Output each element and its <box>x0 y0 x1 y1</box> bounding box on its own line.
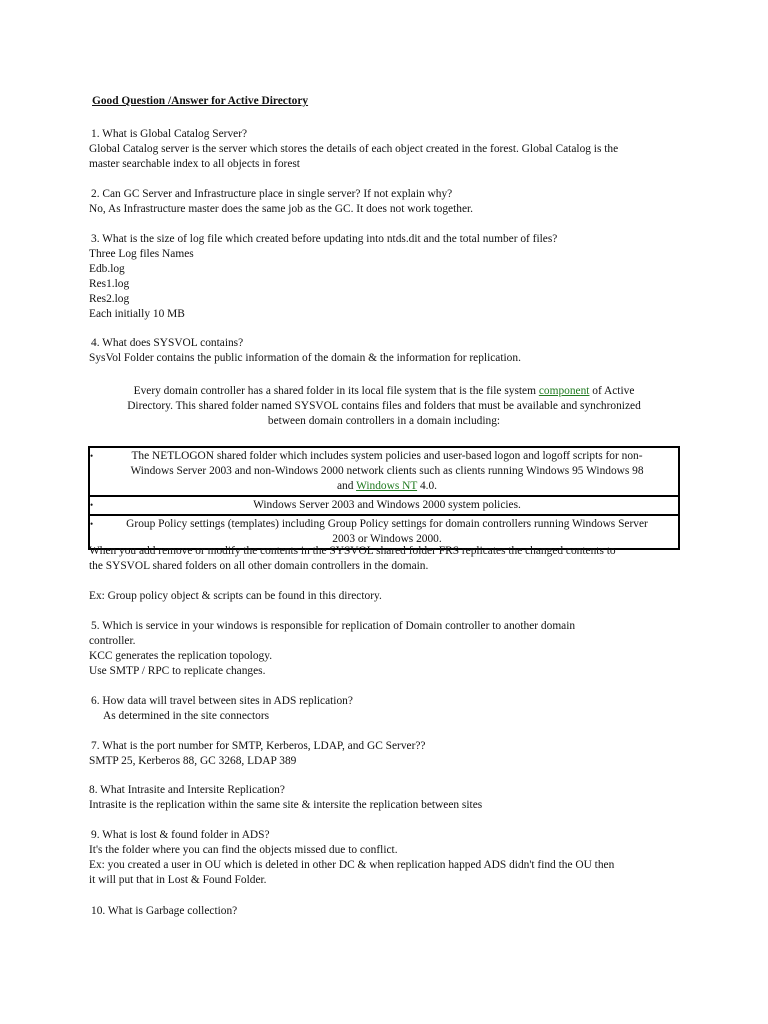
question-6-block <box>89 694 689 724</box>
answer-5-line-1: KCC generates the replication topology. <box>89 650 273 662</box>
bullet-2-line: Windows Server 2003 and Windows 2000 system policies. <box>253 499 521 511</box>
question-2-block <box>89 187 689 217</box>
sysvol-after-block <box>89 544 689 574</box>
answer-3-line: Three Log files Names <box>89 248 194 260</box>
bullet-row <box>89 447 679 496</box>
question-3-block <box>89 232 689 322</box>
answer-8: Intrasite is the replication within the same site & intersite the replication between sites <box>89 799 483 811</box>
windows-nt-link[interactable]: Windows NT <box>356 480 418 492</box>
bullet-1-line-1: The NETLOGON shared folder which includes system policies and user-based logon and logoff scripts for non- <box>131 450 643 462</box>
bullet-cell <box>89 496 679 515</box>
bullet-3-line-2: 2003 or Windows 2000. <box>332 533 442 545</box>
answer-2: No, As Infrastructure master does the same job as the GC. It does not work together. <box>89 203 474 215</box>
answer-6: As determined in the site connectors <box>103 710 270 722</box>
sysvol-after-line-2: the SYSVOL shared folders on all other domain controllers in the domain. <box>89 560 429 572</box>
bullet-row <box>89 496 679 515</box>
bullet-icon: • <box>90 500 94 510</box>
question-10-block <box>89 904 689 919</box>
bullet-text: 4.0. <box>417 480 438 492</box>
sysvol-text: Every domain controller has a shared folder in its local file system that is the file system <box>133 385 539 397</box>
sysvol-paragraph-line-2: Directory. This shared folder named SYSVOL contains files and folders that must be available and synchronized <box>127 400 641 412</box>
bullet-cell <box>89 447 679 496</box>
question-8-block <box>89 783 689 813</box>
component-link[interactable]: component <box>538 385 590 397</box>
answer-1-line-2: master searchable index to all objects in forest <box>89 158 300 170</box>
sysvol-bullet-table <box>88 446 680 550</box>
question-1: 1. What is Global Catalog Server? <box>91 128 248 140</box>
answer-9-line-3: it will put that in Lost & Found Folder. <box>89 874 267 886</box>
question-5-block <box>89 619 689 679</box>
question-3: 3. What is the size of log file which created before updating into ntds.dit and the total number of files? <box>91 233 558 245</box>
question-4: 4. What does SYSVOL contains? <box>91 337 244 349</box>
sysvol-example <box>89 589 689 604</box>
answer-7: SMTP 25, Kerberos 88, GC 3268, LDAP 389 <box>89 755 297 767</box>
bullet-1-line-2: Windows Server 2003 and non-Windows 2000 network clients such as clients running Windows 95 Windows 98 <box>130 465 644 477</box>
document-title: Good Question /Answer for Active Directory <box>92 95 309 107</box>
question-5-line-2: controller. <box>89 635 136 647</box>
question-1-block <box>89 127 689 172</box>
question-4-block <box>89 336 689 366</box>
question-2: 2. Can GC Server and Infrastructure place in single server? If not explain why? <box>91 188 453 200</box>
answer-9-line-2: Ex: you created a user in OU which is deleted in other DC & when replication happed ADS didn't find the OU then <box>89 859 615 871</box>
sysvol-paragraph <box>88 384 680 429</box>
question-7-block <box>89 739 689 769</box>
question-10: 10. What is Garbage collection? <box>91 905 238 917</box>
question-9-block <box>89 828 689 888</box>
sysvol-paragraph-line-3: between domain controllers in a domain including: <box>267 415 501 427</box>
bullet-text: and <box>336 480 357 492</box>
question-5-line-1: 5. Which is service in your windows is responsible for replication of Domain controller to another domain <box>91 620 576 632</box>
answer-9-line-1: It's the folder where you can find the objects missed due to conflict. <box>89 844 398 856</box>
question-7: 7. What is the port number for SMTP, Kerberos, LDAP, and GC Server?? <box>91 740 426 752</box>
question-9: 9. What is lost & found folder in ADS? <box>91 829 270 841</box>
answer-5-line-2: Use SMTP / RPC to replicate changes. <box>89 665 266 677</box>
sysvol-paragraph-line-1 <box>88 384 680 399</box>
answer-3-line: Res1.log <box>89 278 130 290</box>
answer-4: SysVol Folder contains the public information of the domain & the information for replication. <box>89 352 521 364</box>
answer-3-line: Res2.log <box>89 293 130 305</box>
bullet-icon: • <box>90 451 94 461</box>
bullet-icon: • <box>90 519 94 529</box>
question-8: 8. What Intrasite and Intersite Replication? <box>89 784 285 796</box>
question-6: 6. How data will travel between sites in ADS replication? <box>91 695 353 707</box>
answer-1-line-1: Global Catalog server is the server which stores the details of each object created in the forest. Global Catalog is the <box>89 143 619 155</box>
sysvol-example-line: Ex: Group policy object & scripts can be found in this directory. <box>89 590 382 602</box>
bullet-1-line-3 <box>98 479 676 494</box>
answer-3-line: Edb.log <box>89 263 125 275</box>
sysvol-after-line-1: When you add remove or modify the contents in the SYSVOL shared folder FRS replicates the changed contents to <box>89 545 616 557</box>
bullet-3-line-1: Group Policy settings (templates) including Group Policy settings for domain controllers running Windows Server <box>126 518 648 530</box>
sysvol-text: of Active <box>589 385 635 397</box>
answer-3-line: Each initially 10 MB <box>89 308 185 320</box>
